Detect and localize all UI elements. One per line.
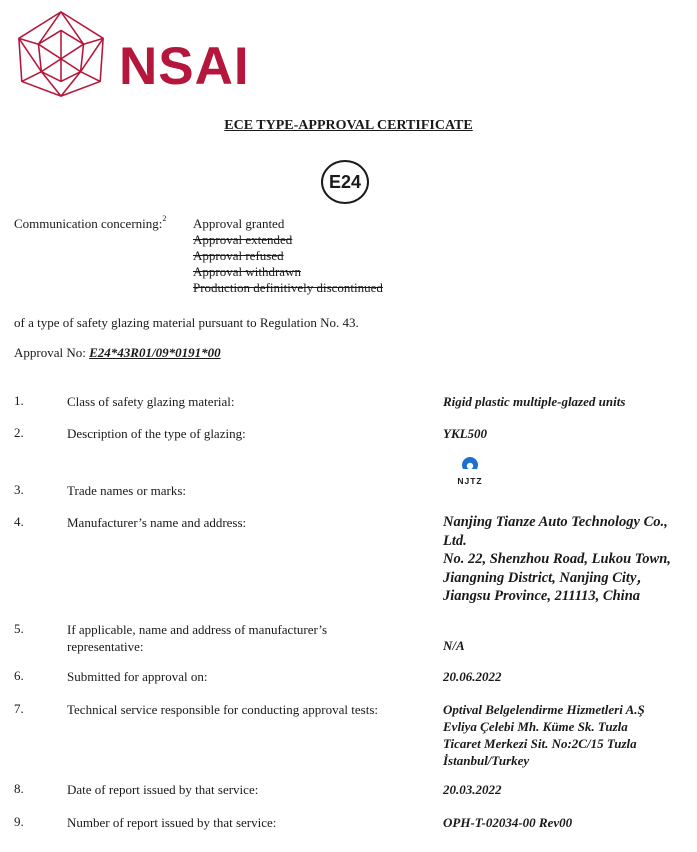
certificate-title: ECE TYPE-APPROVAL CERTIFICATE bbox=[224, 118, 473, 133]
item-number: 5. bbox=[14, 621, 24, 636]
item-label-glazing-class: Class of safety glazing material: bbox=[67, 394, 235, 409]
item-value-representative: N/A bbox=[443, 638, 465, 653]
approval-number-label: Approval No: bbox=[14, 345, 86, 360]
regulation-statement: of a type of safety glazing material pursuant to Regulation No. 43. bbox=[14, 315, 359, 330]
option-approval-extended: Approval extended bbox=[193, 232, 293, 247]
njtz-logo-icon bbox=[460, 456, 480, 474]
item-label-report-date: Date of report issued by that service: bbox=[67, 782, 259, 797]
item-number: 2. bbox=[14, 425, 24, 440]
item-value-glazing-description: YKL500 bbox=[443, 426, 488, 441]
item-label-technical-service: Technical service responsible for conducting approval tests: bbox=[67, 702, 378, 717]
item-number: 3. bbox=[14, 482, 24, 497]
item-label-report-number: Number of report issued by that service: bbox=[67, 815, 277, 830]
njtz-logo-text: NJTZ bbox=[457, 476, 483, 486]
item-number: 9. bbox=[14, 814, 24, 829]
item-number: 1. bbox=[14, 393, 24, 408]
item-number: 7. bbox=[14, 701, 24, 716]
approval-number-line bbox=[14, 345, 221, 361]
nsai-logo-text: NSAI bbox=[119, 37, 250, 96]
item-value-technical-service: Optival Belgelendirme Hizmetleri A.Ş Evliya Çelebi Mh. Küme Sk. Tuzla Ticaret Merkezi Sit. No:2C/15 Tuzla İstanbul/Turkey bbox=[443, 702, 645, 768]
footnote-marker: 2 bbox=[162, 214, 167, 223]
item-label-representative: If applicable, name and address of manufacturer’s representative: bbox=[67, 622, 328, 654]
njtz-trade-mark bbox=[452, 456, 488, 496]
communication-label: Communication concerning:$^2$ bbox=[14, 214, 167, 231]
item-value-glazing-class: Rigid plastic multiple-glazed units bbox=[443, 394, 626, 409]
approval-number: E24*43R01/09*0191*00 bbox=[89, 345, 221, 360]
item-label-manufacturer: Manufacturer’s name and address: bbox=[67, 515, 247, 530]
item-value-report-date: 20.03.2022 bbox=[443, 782, 502, 797]
item-value-manufacturer: Nanjing Tianze Auto Technology Co., Ltd. No. 22, Shenzhou Road, Lukou Town, Jiangning District, Nanjing City， Jiangsu Province, 211113, China bbox=[443, 514, 671, 604]
item-value-report-number: OPH-T-02034-00 Rev00 bbox=[443, 815, 573, 830]
item-label-submitted-date: Submitted for approval on: bbox=[67, 669, 208, 684]
item-number: 6. bbox=[14, 668, 24, 683]
nsai-logo-icon bbox=[12, 8, 110, 100]
option-approval-withdrawn: Approval withdrawn bbox=[193, 264, 301, 279]
option-approval-refused: Approval refused bbox=[193, 248, 284, 263]
item-number: 8. bbox=[14, 781, 24, 796]
item-label-glazing-description: Description of the type of glazing: bbox=[67, 426, 246, 441]
item-number: 4. bbox=[14, 514, 24, 529]
item-label-trade-names: Trade names or marks: bbox=[67, 483, 187, 498]
option-approval-granted: Approval granted bbox=[193, 216, 285, 231]
option-production-discontinued: Production definitively discontinued bbox=[193, 280, 383, 295]
e-mark-label: E24 bbox=[328, 171, 362, 192]
item-value-submitted-date: 20.06.2022 bbox=[443, 669, 502, 684]
e-approval-mark bbox=[321, 160, 369, 204]
